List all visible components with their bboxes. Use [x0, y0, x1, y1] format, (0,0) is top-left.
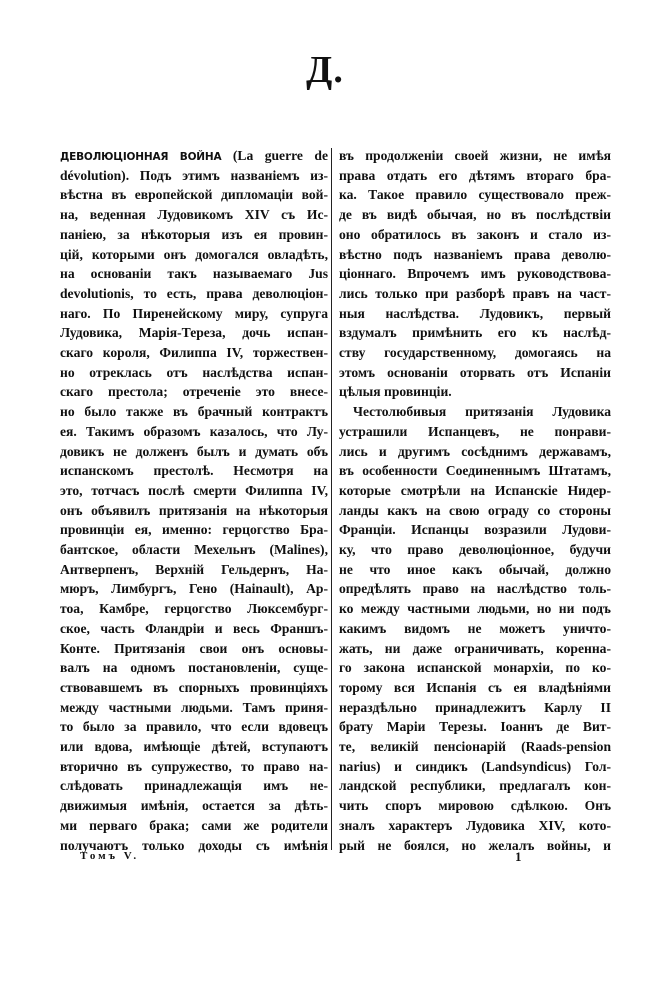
left-line: движимыя имѣнія, остается за дѣть- — [60, 798, 328, 814]
left-line: это, тотчасъ послѣ смерти Филиппа IV, — [60, 482, 328, 498]
right-line: чить споръ мировою сдѣлкою. Онъ — [339, 798, 611, 814]
left-line: скаго престола; отреченіе это внесе- — [60, 384, 328, 400]
left-line: devolutionis, то есть, права деволюціон- — [60, 285, 328, 301]
right-line: вѣстно подъ названіемъ права деволю- — [339, 246, 611, 262]
right-line: опредѣлять право на наслѣдство толь- — [339, 581, 611, 597]
right-line: ланды какъ на свою ограду со стороны — [339, 502, 611, 518]
right-line: въ особенности Соединеннымъ Штатамъ, — [339, 463, 611, 479]
headword-gloss: (La guerre de — [232, 148, 328, 163]
left-line: ми перваго брака; сами же родители — [60, 817, 328, 833]
article-headword: ДЕВОЛЮЦІОННАЯ ВОЙНА — [60, 151, 222, 163]
left-line: ствовавшемъ въ спорныхъ провинціяхъ — [60, 679, 328, 695]
right-line: рый не боялся, но желалъ войны, и — [339, 837, 611, 853]
left-line: валъ на одномъ постановленіи, суще- — [60, 660, 328, 676]
column-divider — [331, 148, 332, 850]
right-line: ка. Такое правило существовало преж- — [339, 187, 611, 203]
right-line: ко между частными людьми, но ни подъ — [339, 601, 611, 617]
left-line: Антверпенъ, Верхній Гельдернъ, На- — [60, 561, 328, 577]
right-line: которые смотрѣли на Испанскіе Нидер- — [339, 482, 611, 498]
left-line: довикъ не долженъ былъ и думать объ — [60, 443, 328, 459]
left-line — [60, 146, 328, 166]
right-line: нераздѣльно принадлежитъ Карлу II — [339, 699, 611, 715]
right-line: оно обратилось въ законъ и стало из- — [339, 226, 611, 242]
left-line: Лудовика, Марія-Тереза, дочь испан- — [60, 325, 328, 341]
right-line: Франціи. Испанцы возразили Лудови- — [339, 522, 611, 538]
left-line: но было также въ брачный контрактъ — [60, 404, 328, 420]
left-line: наго. По Пиренейскому миру, супруга — [60, 305, 328, 321]
left-line: dévolution). Подъ этимъ названіемъ из- — [60, 167, 328, 183]
left-line: на, веденная Лудовикомъ XIV съ Ис- — [60, 207, 328, 223]
right-line: лись и другимъ сосѣднимъ державамъ, — [339, 443, 611, 459]
right-line: ку, что право деволюціонное, будучи — [339, 542, 611, 557]
left-line: или вдова, имѣющіе дѣтей, вступаютъ — [60, 739, 328, 754]
paragraph-start-line: Честолюбивыя притязанія Лудовика — [353, 404, 611, 420]
right-line: го закона испанской монархіи, по ко- — [339, 660, 611, 676]
left-line: то было за правило, что если вдовецъ — [60, 719, 328, 735]
right-line: де въ видѣ обычая, но въ послѣдствіи — [339, 207, 611, 223]
left-line: онъ объявилъ притязанія на нѣкоторыя — [60, 502, 328, 518]
left-line: слѣдовать принадлежащія имъ не- — [60, 778, 328, 794]
right-line: устрашили Испанцевъ, не понрави- — [339, 423, 611, 439]
left-line: Конте. Притязанія свои онъ основы- — [60, 640, 328, 656]
left-line: провинціи ея, именно: герцогство Бра- — [60, 522, 328, 538]
left-line: вѣстна въ европейской дипломаціи вой- — [60, 187, 328, 203]
left-line: между частными людьми. Тамъ приня- — [60, 699, 328, 715]
left-line: цій, которыми онъ домогался овладѣть, — [60, 246, 328, 262]
right-line: торому вся Испанія съ ея владѣніями — [339, 679, 611, 695]
left-line: тоа, Камбре, герцогство Люксембург- — [60, 601, 328, 617]
right-line: не что иное какъ обычай, должно — [339, 561, 611, 577]
left-line: паніею, за нѣкоторыя изъ ея провин- — [60, 226, 328, 242]
left-line: бантское, области Мехельнъ (Malines), — [60, 542, 328, 557]
right-line: ціоннаго. Впрочемъ имъ руководствова- — [339, 266, 611, 282]
right-line: те, великій пенсіонарій (Raads-pension — [339, 739, 611, 754]
right-line: лись только при разборѣ правъ на част- — [339, 285, 611, 301]
right-line: зналъ характеръ Лудовика XIV, кото- — [339, 817, 611, 833]
left-line: получаютъ только доходы съ имѣнія — [60, 837, 328, 853]
left-line: на основаніи такъ называемаго Jus — [60, 266, 328, 282]
right-line: ству государственному, домогаясь на — [339, 345, 611, 360]
right-line: ландской республики, предлагалъ кон- — [339, 778, 611, 794]
right-line: ныя наслѣдства. Лудовикъ, первый — [339, 305, 611, 321]
right-line: вздумалъ примѣнить его къ наслѣд- — [339, 325, 611, 341]
right-line: narius) и синдикъ (Landsyndicus) Гол- — [339, 758, 611, 774]
left-line: мюръ, Лимбургъ, Гено (Hainault), Ар- — [60, 581, 328, 597]
left-line: испанскомъ престолѣ. Несмотря на — [60, 463, 328, 479]
right-line: въ продолженіи своей жизни, не имѣя — [339, 148, 611, 163]
left-line: ское, часть Фландріи и весь Франшъ- — [60, 620, 328, 636]
right-line: брату Маріи Терезы. Іоаннъ де Вит- — [339, 719, 611, 735]
letter-heading: Д. — [306, 49, 344, 91]
right-line: цѣлыя провинціи. — [339, 384, 452, 400]
right-line: какимъ видомъ не можетъ уничто- — [339, 620, 611, 636]
right-line: этомъ основаніи оторвать отъ Испаніи — [339, 364, 611, 380]
left-line: скаго короля, Филиппа IV, торжествен- — [60, 345, 328, 360]
left-line: ея. Такимъ образомъ казалось, что Лу- — [60, 423, 328, 439]
right-line: жать, ни даже ограничивать, коренна- — [339, 640, 611, 656]
left-line: вторично въ супружество, то право на- — [60, 758, 328, 774]
page-number: 1 — [515, 849, 522, 864]
left-line: но отреклась отъ наслѣдства испан- — [60, 364, 328, 380]
volume-label: Томъ V. — [80, 850, 140, 862]
right-line: права отдать его дѣтямъ втораго бра- — [339, 167, 611, 183]
